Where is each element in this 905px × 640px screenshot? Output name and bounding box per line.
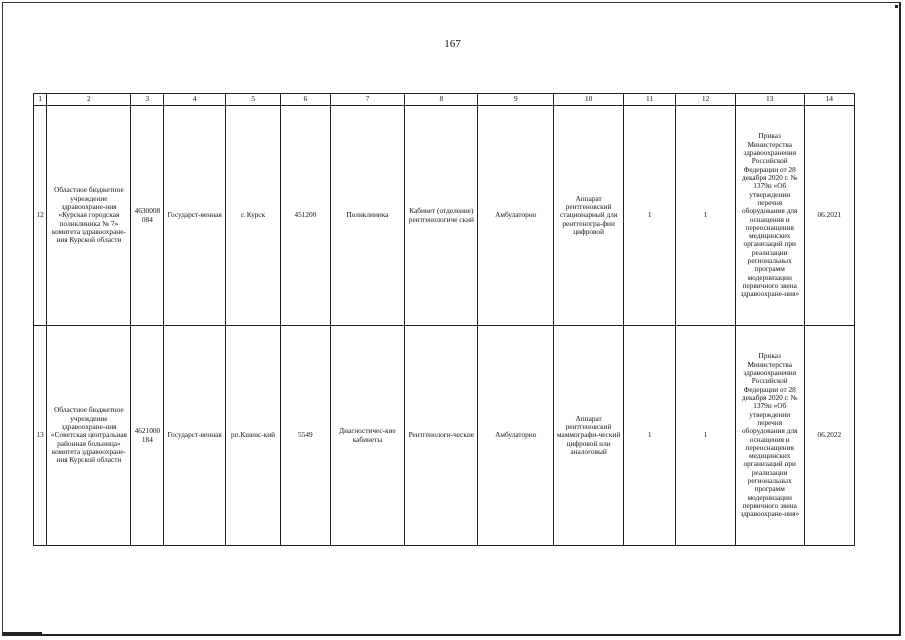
organization-cell: Областное бюджетное учреждение здравоохране-ния «Курская городская поликлиника № 7» комитета здравоохране-ния Курской области (47, 106, 131, 326)
division-cell: Поликлиника (330, 106, 405, 326)
equipment-cell: Аппарат рентгеновский маммографи-ческий цифровой или аналоговый (554, 326, 624, 546)
table-row (34, 106, 855, 326)
header-cell: 12 (676, 94, 736, 106)
row-number-cell: 12 (34, 106, 47, 326)
scan-artifact (895, 5, 898, 8)
header-cell: 7 (330, 94, 405, 106)
population-cell: 451200 (281, 106, 330, 326)
locality-cell: рп.Кшенс-кий (225, 326, 280, 546)
quantity-cell: 1 (624, 106, 676, 326)
quantity-cell: 1 (676, 106, 736, 326)
header-cell: 14 (804, 94, 854, 106)
register-table (33, 93, 855, 546)
division-cell: Диагностичес-кие кабинеты (330, 326, 405, 546)
date-cell: 06.2022 (804, 326, 854, 546)
table-header-row (34, 94, 855, 106)
table-row (34, 326, 855, 546)
header-cell: 5 (225, 94, 280, 106)
header-cell: 4 (164, 94, 226, 106)
care-mode-cell: Амбулаторно (478, 106, 554, 326)
header-cell: 8 (405, 94, 478, 106)
legal-basis-cell: Приказ Министерства здравоохранения Российской Федерации от 28 декабря 2020 г. № 1379н «Об утверждении перечня оборудования для оснащения и переоснащения медицинских организаций при реализации региональных программ модернизации первичного звена здравоохране-ния» (735, 106, 804, 326)
header-cell: 2 (47, 94, 131, 106)
header-cell: 1 (34, 94, 47, 106)
ownership-cell: Государст-венная (164, 106, 226, 326)
page-number: 167 (444, 38, 461, 50)
equipment-cell: Аппарат рентгеновский стационарный для рентгеногра-фии цифровой (554, 106, 624, 326)
row-number-cell: 13 (34, 326, 47, 546)
locality-cell: г. Курск (225, 106, 280, 326)
quantity-cell: 1 (676, 326, 736, 546)
header-cell: 11 (624, 94, 676, 106)
cabinet-cell: Рентгенологи-ческие (405, 326, 478, 546)
quantity-cell: 1 (624, 326, 676, 546)
organization-cell: Областное бюджетное учреждение здравоохране-ния «Советская центральная районная больница» комитета здравоохране-ния Курской области (47, 326, 131, 546)
header-cell: 10 (554, 94, 624, 106)
population-cell: 5549 (281, 326, 330, 546)
header-cell: 9 (478, 94, 554, 106)
code-cell: 4630008 084 (131, 106, 164, 326)
legal-basis-cell: Приказ Министерства здравоохранения Российской Федерации от 28 декабря 2020 г. № 1379н «Об утверждении перечня оборудования для оснащения и переоснащения медицинских организаций при реализации региональных программ модернизации первичного звена здравоохране-ния» (735, 326, 804, 546)
header-cell: 6 (281, 94, 330, 106)
date-cell: 06.2021 (804, 106, 854, 326)
cabinet-cell: Кабинет (отделение) рентгенологиче ский (405, 106, 478, 326)
ownership-cell: Государст-венная (164, 326, 226, 546)
header-cell: 3 (131, 94, 164, 106)
care-mode-cell: Амбулаторно (478, 326, 554, 546)
code-cell: 4621000 184 (131, 326, 164, 546)
header-cell: 13 (735, 94, 804, 106)
scan-artifact (2, 632, 42, 635)
